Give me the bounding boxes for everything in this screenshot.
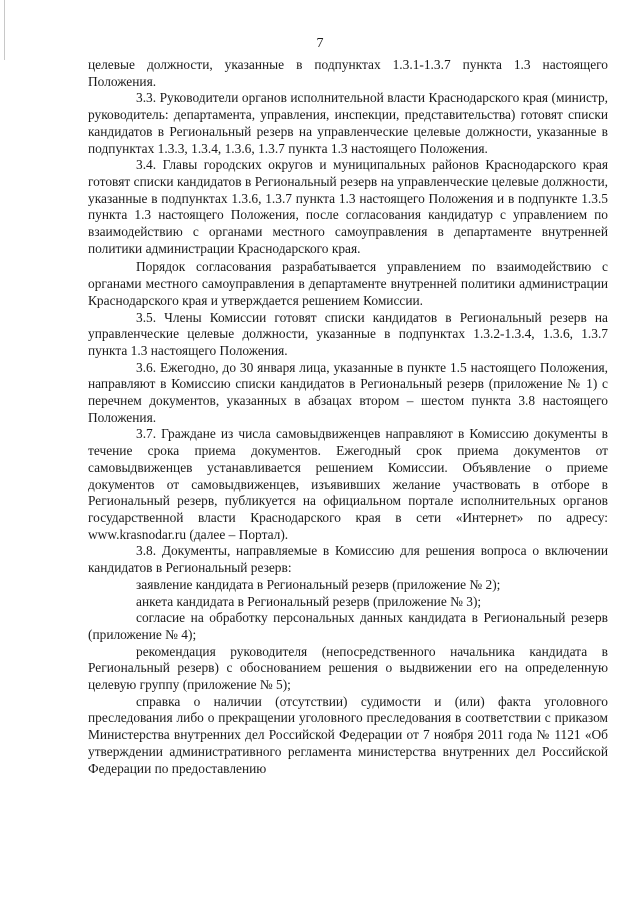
paragraph-3-5: 3.5. Члены Комиссии готовят списки кандидатов в Региональный резерв на управленческие целевые должности, указанные в подпунктах 1.3.2-1.3.4, 1.3.6, 1.3.7 пункта 1.3 настоящего Положения. [88,309,608,358]
list-item-criminal-record-certificate: справка о наличии (отсутствии) судимости и (или) факта уголовного преследования либо о прекращении уголовного преследования в соответствии с приказом Министерства внутренних дел Российской Федерации от 7 ноября 2011 года № 1121 «Об утверждении административного регламента министерства внутренних дел Российской Федерации по предоставлению [88,693,608,776]
list-item-application: заявление кандидата в Региональный резерв (приложение № 2); [136,576,501,592]
paragraph-3-4: 3.4. Главы городских округов и муниципальных районов Краснодарского края готовят списки кандидатов в Региональный резерв на управленческие целевые должности, указанные в подпунктах 1.3.6, 1.3.7 пункта 1.3 настоящего Положения и в подпункте 1.3.5 пункта 1.3 настоящего Положения, после согласования кандидатур с управлением по взаимодействию с органами местного самоуправления в департаменте внутренней политики администрации Краснодарского края. [88,157,608,256]
document-body [88,57,608,777]
paragraph-1: целевые должности, указанные в подпунктах 1.3.1-1.3.7 пункта 1.3 настоящего Положения. [88,57,608,89]
paragraph-approval-procedure: Порядок согласования разрабатывается управлением по взаимодействию с органами местного самоуправления в департаменте внутренней политики администрации Краснодарского края и утверждается решением Комиссии. [88,259,608,308]
paragraph-3-7: 3.7. Граждане из числа самовыдвиженцев направляют в Комиссию документы в течение срока приема документов. Ежегодный срок приема документов от самовыдвиженцев устанавливается решением Комиссии. Объявление о приеме документов от самовыдвиженцев, изъявивших желание участвовать в отборе в Региональный резерв, публикуется на официальном портале исполнительных органов государственной власти Краснодарского края в сети «Интернет» по адресу: www.krasnodar.ru (далее – Портал). [88,426,608,542]
page-number: 7 [316,36,324,51]
list-item-questionnaire: анкета кандидата в Региональный резерв (приложение № 3); [136,593,482,609]
list-item-personal-data-consent: согласие на обработку персональных данных кандидата в Региональный резерв (приложение № 4); [88,610,608,642]
paragraph-3-6: 3.6. Ежегодно, до 30 января лица, указанные в пункте 1.5 настоящего Положения, направляют в Комиссию списки кандидатов в Региональный резерв (приложение № 1) с перечнем документов, указанных в абзацах втором – шестом пункта 3.8 настоящего Положения. [88,359,608,425]
paragraph-3-8: 3.8. Документы, направляемые в Комиссию для решения вопроса о включении кандидатов в Региональный резерв: [88,543,608,576]
paragraph-3-3: 3.3. Руководители органов исполнительной власти Краснодарского края (министр, руководитель: департамента, управления, инспекции, представительства) готовят списки кандидатов в Региональный резерв на управленческие целевые должности, указанные в подпунктах 1.3.3, 1.3.4, 1.3.6, 1.3.7 пункта 1.3 настоящего Положения. [88,90,608,156]
list-item-recommendation: рекомендация руководителя (непосредственного начальника кандидата в Региональный резерв) с обоснованием решения о выдвижении его на определенную целевую группу (приложение № 5); [88,643,608,693]
